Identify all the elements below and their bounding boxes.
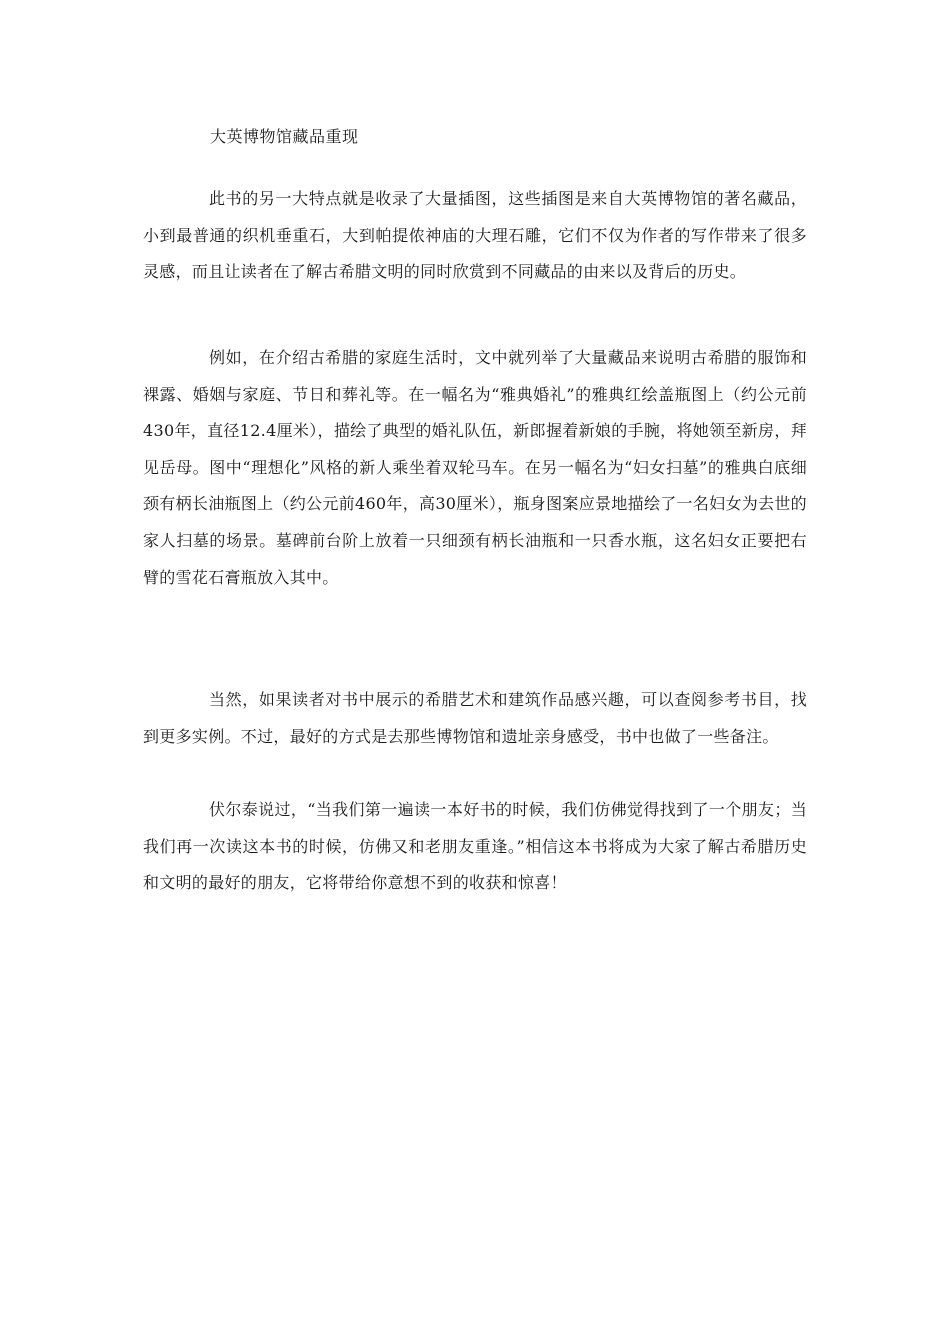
paragraph-examples: 例如，在介绍古希腊的家庭生活时，文中就列举了大量藏品来说明古希腊的服饰和裸露、婚姻与家庭、节日和葬礼等。在一幅名为“雅典婚礼”的雅典红绘盖瓶图上（约公元前430年，直径12.4厘米），描绘了典型的婚礼队伍，新郎握着新娘的手腕，将她领至新房，拜见岳母。图中“理想化”风格的新人乘坐着双轮马车。在另一幅名为“妇女扫墓”的雅典白底细颈有柄长油瓶图上（约公元前460年，高30厘米），瓶身图案应景地描绘了一名妇女为去世的家人扫墓的场景。墓碑前台阶上放着一只细颈有柄长油瓶和一只香水瓶，这名妇女正要把右臂的雪花石膏瓶放入其中。 — [143, 348, 807, 587]
paragraph-illustrations: 此书的另一大特点就是收录了大量插图，这些插图是来自大英博物馆的著名藏品，小到最普通的织机垂重石，大到帕提侬神庙的大理石雕，它们不仅为作者的写作带来了很多灵感，而且让读者在了解古希腊文明的同时欣赏到不同藏品的由来以及背后的历史。 — [143, 189, 807, 282]
paragraph-voltaire-quote: 伏尔泰说过，“当我们第一遍读一本好书的时候，我们仿佛觉得找到了一个朋友；当我们再一次读这本书的时候，仿佛又和老朋友重逢。”相信这本书将成为大家了解古希腊历史和文明的最好的朋友，它将带给你意想不到的收获和惊喜！ — [143, 800, 807, 893]
section-heading: 大英博物馆藏品重现 — [210, 127, 359, 146]
paragraph-further-reading: 当然，如果读者对书中展示的希腊艺术和建筑作品感兴趣，可以查阅参考书目，找到更多实例。不过，最好的方式是去那些博物馆和遗址亲身感受，书中也做了一些备注。 — [143, 690, 807, 746]
